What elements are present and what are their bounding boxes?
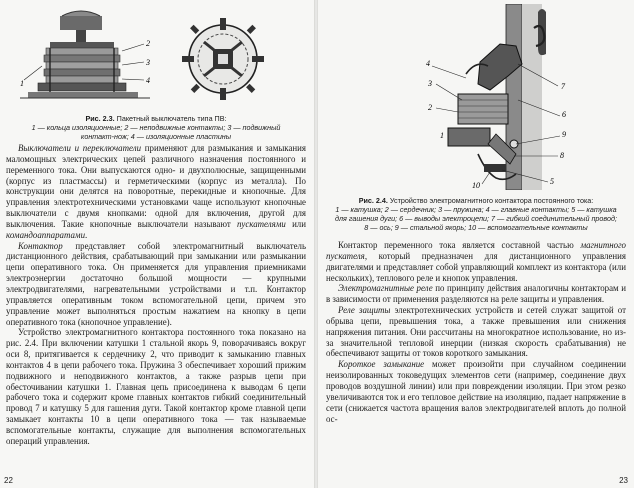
paragraph-text: Контактор переменного тока является составной частью: [338, 240, 581, 250]
fig23-label-1: 1: [20, 79, 24, 88]
fig23-caption-line: контакт-нож; 4 — изоляционные пластины: [80, 132, 232, 141]
fig24-label-8: 8: [560, 151, 564, 160]
fig23-caption-title-rest: Пакетный выключатель типа ПВ:: [116, 114, 227, 123]
figure-2-4-contactor: [418, 4, 588, 190]
right-page: [318, 0, 634, 488]
fig24-label-3: 3: [428, 79, 432, 88]
paragraph-text: по принципу действия аналогичны контакторам и в зависимости от применения разделяются на реле защиты и управления.: [326, 283, 626, 305]
paragraph-text: электротехнических устройств и сетей служат защитой от обрыва цепи, превышения тока, а также превышения или снижения напряжения питания. Они рассчитаны на многократное использование, но из-за значительной тепловой инерции (низкая скорость срабатывания) не обеспечивают защиты от токов короткого замыкания.: [326, 305, 626, 359]
figure-2-4-caption: [322, 196, 630, 232]
page-number-left: 22: [4, 476, 13, 485]
left-page: [0, 0, 314, 488]
fig23-caption-title: Рис. 2.3.: [85, 114, 115, 123]
term-electromagnetic-relay: Электромагнитные реле: [338, 283, 433, 294]
fig24-label-6: 6: [562, 110, 566, 119]
paragraph-contactor-design: [6, 327, 306, 446]
paragraph-contactor: [6, 241, 306, 328]
paragraph-text: может произойти при случайном соединении неизолированных токоведущих элементов сети (например, соединение двух проводов воздушной линии) или при повреждении изоляции. При этом резко увеличиваются ток и его тепловое действие на изоляцию, падает напряжение в сети (снижается частота вращения валов электродвигателей вплоть до полной ос-: [326, 359, 626, 424]
term-command-devices: командоаппаратами: [6, 229, 86, 240]
fig24-label-7: 7: [561, 82, 565, 91]
term-protection-relay: Реле защиты: [338, 305, 391, 316]
page-number-right: 23: [619, 476, 628, 485]
fig24-caption-line: 1 — катушка; 2 — сердечник; 3 — пружина; 4 — главные контакты; 5 — катушка: [335, 205, 617, 214]
fig24-caption-line: для гашения дуги; 6 — выводы электроцепи; 7 — гибкий соединительный провод;: [335, 214, 617, 223]
fig23-label-4: 4: [146, 76, 150, 85]
paragraph-text: или: [285, 218, 306, 229]
paragraph-text: применяют для размыкания и замыкания маломощных электрических цепей различного назначения постоянного и переменного тока. Они выпускаются одно- и двухполюсные, защищенными (корпус из пластмассы) и герметическими (корпус из металла). По конструкции они делятся на поворотные, перекидные и кнопочные. Для управления электротехническими установками чаще используют кнопочные выключатели с двумя кнопками: одной для включения, другой для выключения. Такие кнопочные выключатели называют: [6, 143, 307, 229]
paragraph-switches: [6, 143, 306, 241]
paragraph-text: .: [85, 229, 88, 240]
term-short-circuit: Короткое замыкание: [338, 359, 425, 370]
figure-2-3-switch-side-view: [20, 6, 170, 114]
right-page-body-text: [326, 240, 626, 424]
paragraph-relays: [326, 283, 626, 305]
term-switches: Выключатели и переключатели: [18, 143, 142, 153]
paragraph-text: представляет собой электромагнитный выключатель дистанционного действия, срабатывающий при замыкании или размыкании цепи оперативного тока. Он применяется для управления приемниками электроэнергии достаточно большой мощности — крупными электродвигателями, нагревательными устройствами и т.п. Контактор управляется оперативным током вспомогательной цепи, причем это управление может выполняться простым нажатием на кнопку в цепи оперативного тока (кнопочное управление).: [6, 240, 306, 327]
fig24-label-9: 9: [562, 130, 566, 139]
term-contactor: Контактор: [18, 240, 63, 251]
fig23-label-3: 3: [146, 58, 150, 67]
term-magnetic-starter: магнитного пускателя: [326, 240, 626, 261]
fig23-caption-line: 1 — кольца изоляционные; 2 — неподвижные контакты; 3 — подвижный: [31, 123, 281, 132]
fig24-caption-title: Рис. 2.4.: [358, 196, 388, 205]
fig23-label-2: 2: [146, 39, 150, 48]
paragraph-protection-relays: [326, 305, 626, 359]
fig24-caption-line: 8 — ось; 9 — стальной якорь; 10 — вспомогательные контакты: [364, 223, 588, 232]
left-page-body-text: [6, 143, 306, 447]
paragraph-text: , который предназначен для дистанционного управления двигателями и представляет собой управляющий комплект из контактора (или нескольких), теплового реле и кнопок управления.: [326, 250, 626, 283]
fig24-label-1: 1: [440, 131, 444, 140]
fig24-label-2: 2: [428, 103, 432, 112]
fig24-label-5: 5: [550, 177, 554, 186]
figure-2-3-switch-top-view: [178, 14, 268, 104]
paragraph-text: Устройство электромагнитного контактора постоянного тока показано на рис. 2.4. При включении катушки 1 стальной якорь 9, поворачиваясь вокруг оси 8, притягивается к сердечнику 2, что приводит к замыканию главных контактов 4 в цепи рабочего тока. Пружина 3 обеспечивает хороший прижим подвижного и неподвижного контактов, а также разрыв цепи при обесточивании катушки 1. Главная цепь присоединена к выводам 6 цепи рабочего тока и содержит кроме главных контактов гибкий соединительный провод 7 и катушку 5 для гашения дуги. Такой контактор кроме главной цепи замыкает контакты 10 в цепи оперативного тока — так называемые вспомогательные контакты, служащие для выполнения вспомогательных операций управления.: [6, 327, 306, 446]
figure-2-3-caption: [6, 114, 306, 141]
fig24-label-4: 4: [426, 59, 430, 68]
paragraph-short-circuit: [326, 359, 626, 424]
fig24-label-10: 10: [472, 181, 480, 190]
fig24-caption-title-rest: Устройство электромагнитного контактора постоянного тока:: [389, 196, 594, 205]
term-starters: пускателями: [236, 218, 286, 229]
paragraph-ac-contactor: [326, 240, 626, 283]
